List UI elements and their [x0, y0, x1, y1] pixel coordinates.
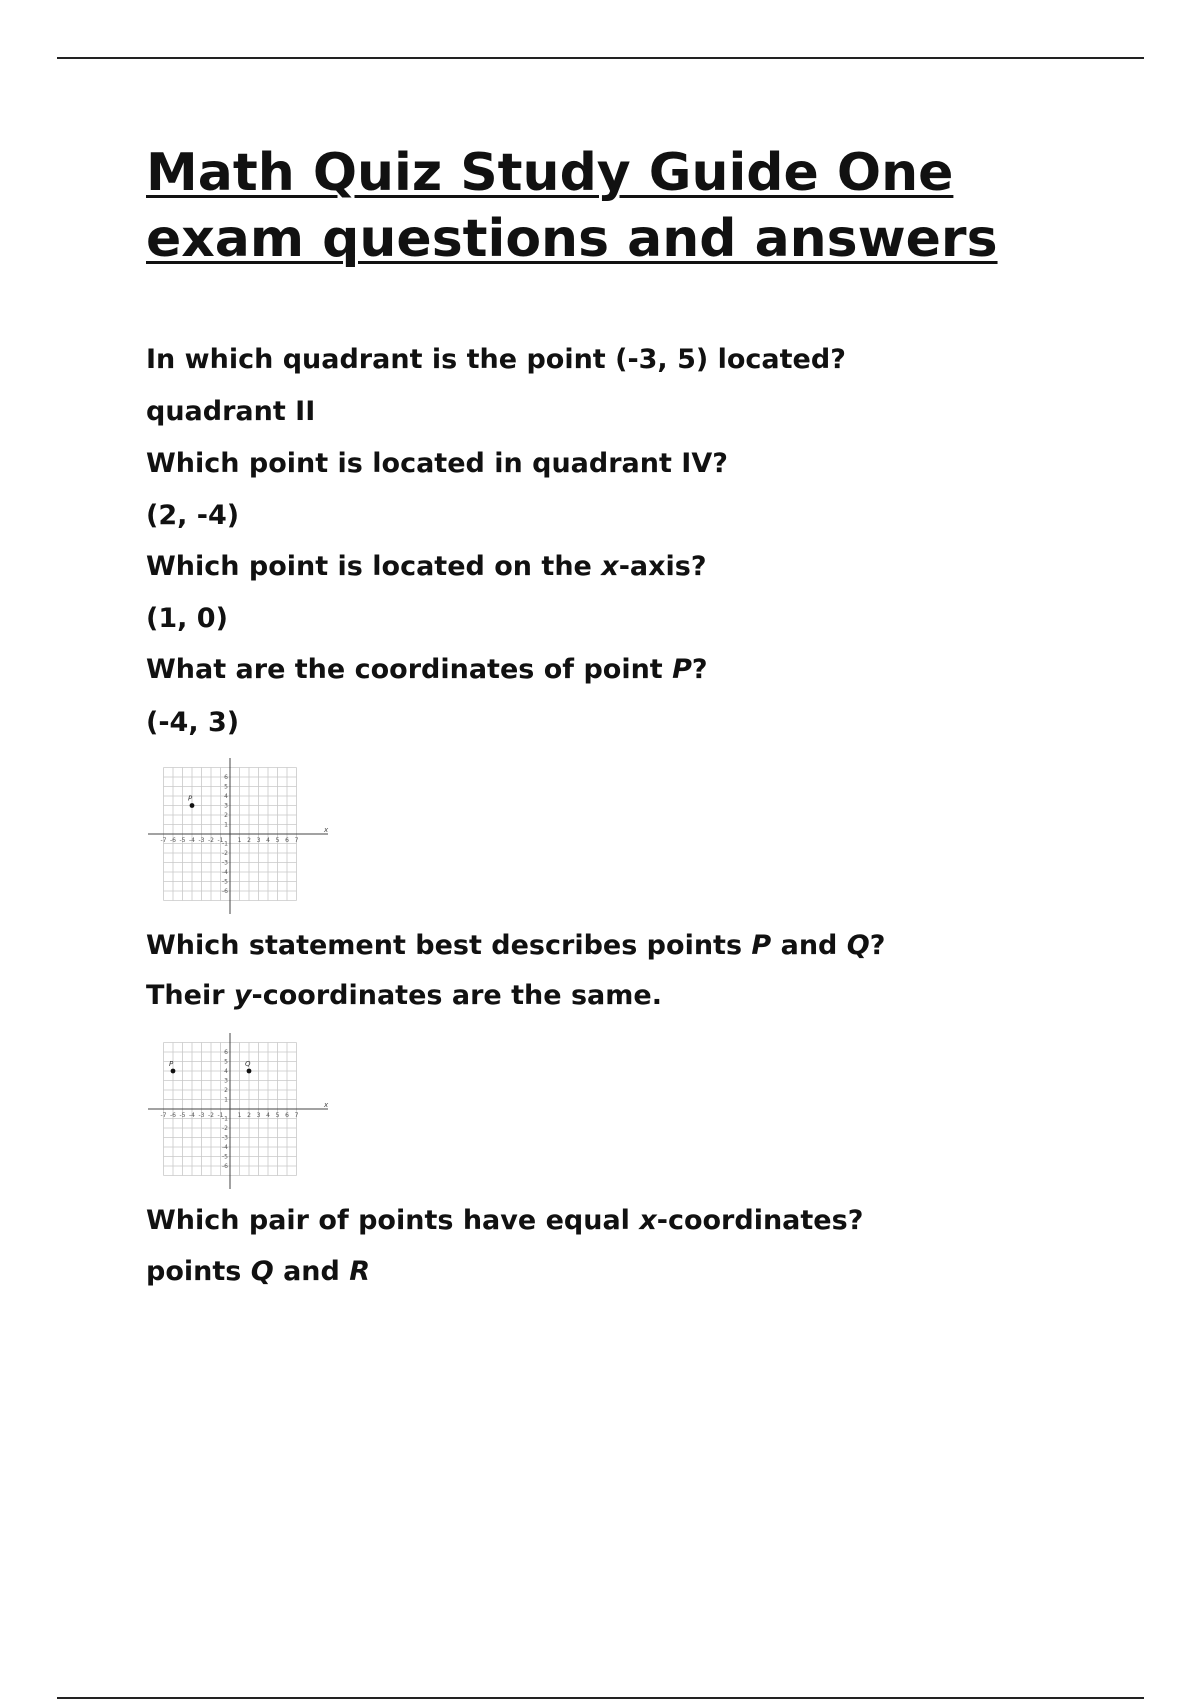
bottom-rule — [57, 1697, 1144, 1699]
question-3: Which point is located on the x-axis? — [146, 551, 707, 582]
question-1: In which quadrant is the point (-3, 5) located? — [146, 344, 846, 375]
y-tick-label: -3 — [222, 859, 228, 867]
x-tick-label: -3 — [198, 1112, 205, 1119]
y-tick-label: 4 — [224, 793, 228, 800]
question-2: Which point is located in quadrant IV? — [146, 448, 728, 479]
x-tick-label: -7 — [160, 1112, 167, 1119]
answer-1: quadrant II — [146, 396, 316, 427]
y-tick-label: 5 — [224, 783, 228, 791]
point-label-q: Q — [245, 1060, 251, 1068]
x-tick-label: 2 — [247, 837, 251, 844]
x-tick-label: 7 — [294, 1112, 299, 1119]
y-tick-label: -3 — [222, 1134, 228, 1142]
x-tick-label: -5 — [179, 837, 186, 844]
x-tick-label: 6 — [285, 837, 289, 844]
x-axis-label: x — [324, 1101, 329, 1109]
y-tick-label: 2 — [224, 1087, 228, 1094]
y-tick-label: -4 — [222, 869, 228, 876]
x-tick-label: -4 — [189, 837, 195, 844]
document-title — [146, 140, 1046, 272]
answer-5: Their y-coordinates are the same. — [146, 980, 662, 1011]
y-tick-label: -1 — [222, 840, 228, 848]
point-q — [247, 1069, 252, 1074]
title-line-1: Math Quiz Study Guide One — [146, 143, 954, 203]
y-tick-label: 4 — [224, 1068, 228, 1075]
y-tick-label: -6 — [222, 1163, 228, 1170]
title-line-2: exam questions and answers — [146, 209, 998, 269]
x-axis-label: x — [324, 826, 329, 834]
y-tick-label: -2 — [222, 850, 228, 857]
top-rule — [57, 57, 1144, 59]
x-tick-label: -2 — [208, 837, 214, 844]
coordinate-grid-graph-1 — [146, 756, 330, 916]
x-tick-label: -6 — [170, 1112, 176, 1119]
y-tick-label: 1 — [224, 821, 228, 829]
x-tick-label: -2 — [208, 1112, 214, 1119]
x-tick-label: -3 — [198, 837, 205, 844]
answer-6: points Q and R — [146, 1256, 371, 1287]
x-tick-label: 1 — [237, 1112, 242, 1119]
y-tick-label: -4 — [222, 1144, 228, 1151]
x-tick-label: -1 — [217, 1112, 224, 1119]
x-tick-label: 6 — [285, 1112, 289, 1119]
y-tick-label: -6 — [222, 888, 228, 895]
x-tick-label: 5 — [275, 1112, 280, 1119]
point-p — [190, 803, 195, 808]
y-tick-label: 3 — [224, 1077, 228, 1085]
answer-3: (1, 0) — [146, 603, 228, 634]
x-tick-label: -6 — [170, 837, 176, 844]
y-tick-label: -5 — [222, 878, 228, 886]
y-tick-label: -1 — [222, 1115, 228, 1123]
x-tick-label: 5 — [275, 837, 280, 844]
point-p — [171, 1069, 176, 1074]
x-tick-label: 7 — [294, 837, 299, 844]
coordinate-grid-graph-2 — [146, 1031, 330, 1191]
question-6: Which pair of points have equal x-coordinates? — [146, 1205, 864, 1236]
x-tick-label: 3 — [256, 1112, 261, 1119]
x-tick-label: 4 — [266, 837, 270, 844]
y-tick-label: -5 — [222, 1153, 228, 1161]
point-label-p: P — [188, 794, 193, 803]
x-tick-label: 4 — [266, 1112, 270, 1119]
question-5: Which statement best describes points P and Q? — [146, 930, 886, 961]
x-tick-label: -5 — [179, 1112, 186, 1119]
point-label-p: P — [169, 1060, 174, 1068]
y-tick-label: -2 — [222, 1125, 228, 1132]
y-tick-label: 1 — [224, 1096, 228, 1104]
x-tick-label: 2 — [247, 1112, 251, 1119]
answer-2: (2, -4) — [146, 500, 240, 531]
y-tick-label: 3 — [224, 802, 228, 810]
y-tick-label: 6 — [224, 774, 228, 781]
x-tick-label: -7 — [160, 837, 167, 844]
y-tick-label: 5 — [224, 1058, 228, 1066]
x-tick-label: -1 — [217, 837, 224, 844]
x-tick-label: 3 — [256, 837, 261, 844]
x-tick-label: 1 — [237, 837, 242, 844]
question-4: What are the coordinates of point P? — [146, 654, 708, 685]
answer-4: (-4, 3) — [146, 707, 240, 738]
y-tick-label: 2 — [224, 812, 228, 819]
y-tick-label: 6 — [224, 1049, 228, 1056]
x-tick-label: -4 — [189, 1112, 195, 1119]
